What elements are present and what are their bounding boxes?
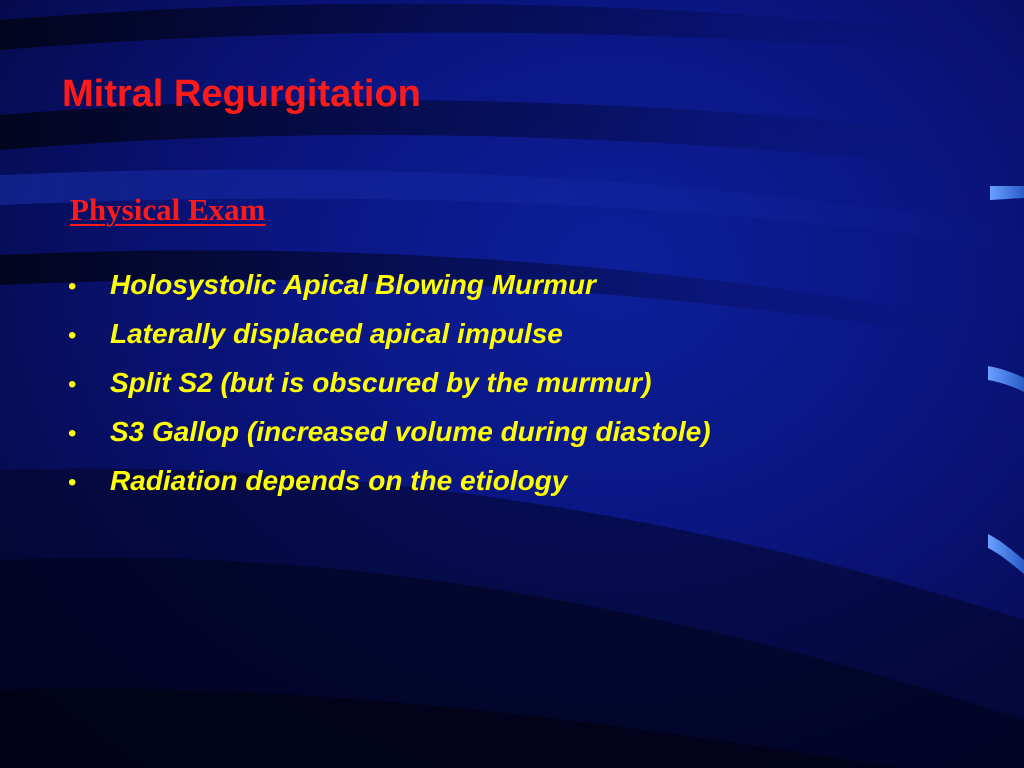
bullet-text: Holosystolic Apical Blowing Murmur	[110, 269, 596, 300]
bullet-text: Split S2 (but is obscured by the murmur)	[110, 367, 652, 398]
swoosh-band	[0, 4, 1024, 60]
bullet-item	[68, 309, 711, 358]
bullet-icon: •	[68, 371, 77, 398]
bullet-text: Laterally displaced apical impulse	[110, 318, 563, 349]
bullet-icon: •	[68, 273, 77, 300]
bullet-item	[68, 456, 711, 505]
bullet-list	[68, 260, 711, 505]
bullet-item	[68, 260, 711, 309]
accent-stripe	[988, 366, 1024, 392]
bullet-icon: •	[68, 420, 77, 447]
accent-stripe	[990, 186, 1024, 200]
section-heading: Physical Exam	[70, 192, 266, 227]
bullet-text: S3 Gallop (increased volume during diastole)	[110, 416, 711, 447]
accent-stripe	[988, 534, 1024, 574]
bullet-item	[68, 358, 711, 407]
bullet-icon: •	[68, 469, 77, 496]
bullet-text: Radiation depends on the etiology	[110, 465, 568, 496]
bullet-icon: •	[68, 322, 77, 349]
slide-title: Mitral Regurgitation	[62, 73, 421, 115]
bullet-item	[68, 407, 711, 456]
